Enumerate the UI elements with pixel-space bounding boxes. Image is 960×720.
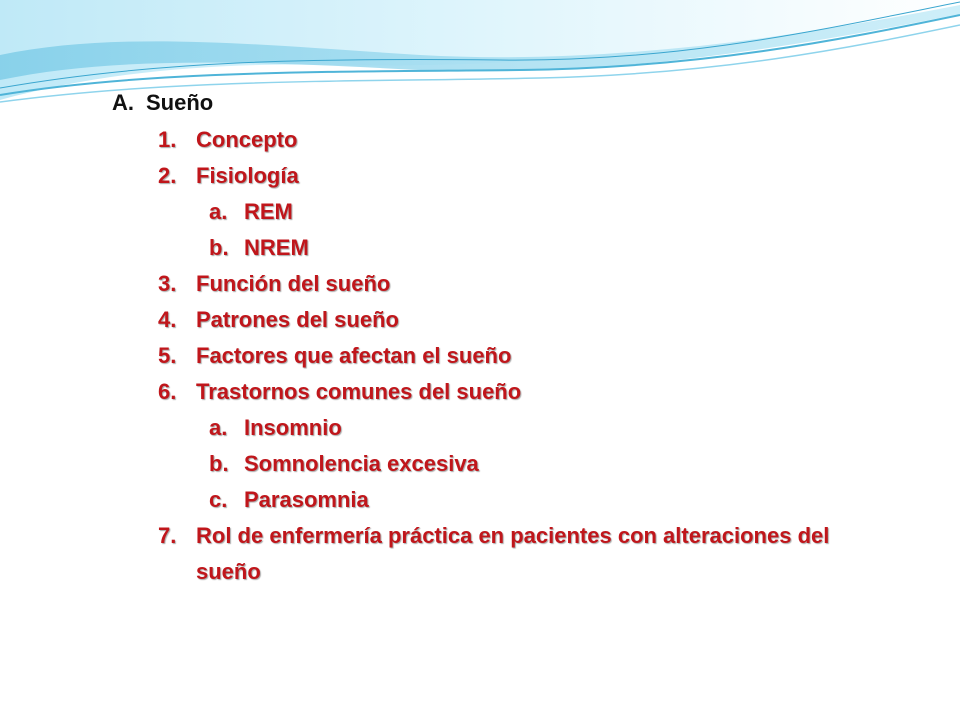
outline-item-marker: 2. (158, 163, 177, 188)
outline-item-marker: b. (209, 235, 229, 260)
outline-item-marker: 7. (158, 523, 177, 548)
outline-item-text: Insomnio (244, 415, 342, 440)
outline-item-marker: 3. (158, 271, 177, 296)
outline-item-marker: 1. (158, 127, 177, 152)
outline-item-text: Somnolencia excesiva (244, 451, 479, 476)
outline-item-text: Parasomnia (244, 487, 369, 512)
outline-item-text: Rol de enfermería práctica en pacientes con alteraciones del (196, 523, 830, 548)
outline-item-marker: a. (209, 415, 228, 440)
outline-item-text: NREM (244, 235, 309, 260)
outline-item-text: Fisiología (196, 163, 299, 188)
outline-item-marker: c. (209, 487, 228, 512)
outline-item-text: Función del sueño (196, 271, 391, 296)
outline-item-marker: a. (209, 199, 228, 224)
outline-item-text: Patrones del sueño (196, 307, 399, 332)
section-title: Sueño (146, 90, 214, 115)
outline-item-text: sueño (196, 559, 261, 584)
outline-item-text: Factores que afectan el sueño (196, 343, 512, 368)
outline-item-text: Trastornos comunes del sueño (196, 379, 522, 404)
outline-item-marker: 5. (158, 343, 177, 368)
section-marker: A. (112, 90, 134, 115)
outline-item-text: REM (244, 199, 293, 224)
outline-item-marker: b. (209, 451, 229, 476)
outline-item-marker: 6. (158, 379, 177, 404)
outline-item-text: Concepto (196, 127, 298, 152)
outline-item-marker: 4. (158, 307, 177, 332)
